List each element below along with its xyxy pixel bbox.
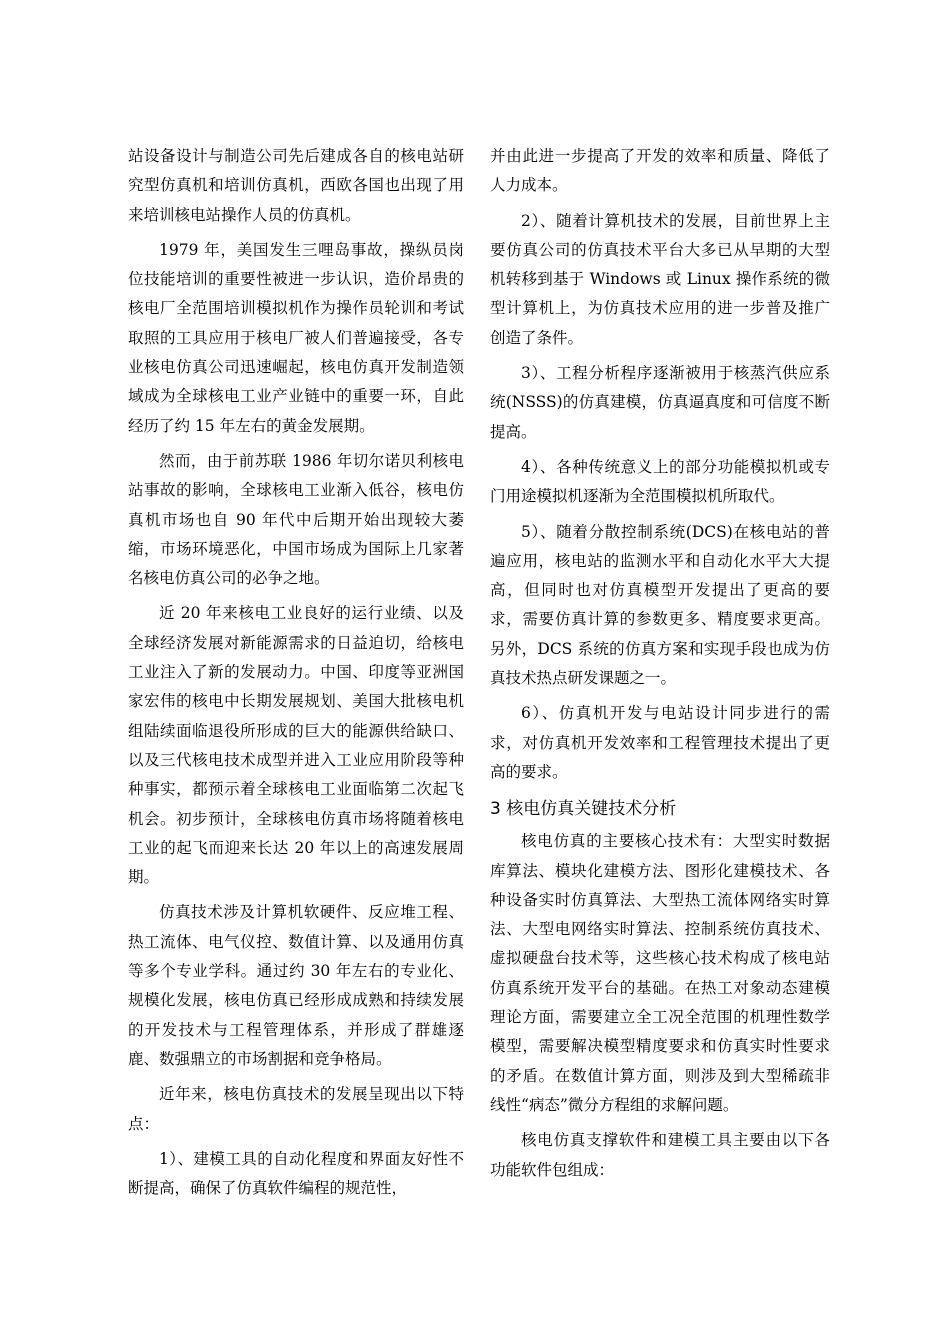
paragraph: 核电仿真支撑软件和建模工具主要由以下各功能软件包组成： <box>490 1131 830 1179</box>
section-heading: 3 核电仿真关键技术分析 <box>490 799 677 820</box>
paragraph-continuation: 站设备设计与制造公司先后建成各自的核电站研究型仿真机和培训仿真机，西欧各国也出现了用来培训核电站操作人员的仿真机。 <box>128 147 464 224</box>
list-item: 1）、建模工具的自动化程度和界面友好性不断提高，确保了仿真软件编程的规范性， <box>128 1149 464 1198</box>
paragraph: 近 20 年来核电工业良好的运行业绩、以及全球经济发展对新能源需求的日益迫切，给核电工业注入了新的发展动力。中国、印度等亚洲国家宏伟的核电中长期发展规划、美国大批核电机组陆续面临退役所形成的巨大的能源供给缺口、以及三代核电技术成型并进入工业应用阶段等种种事实，都预示着全球核电工业面临第二次起飞机会。初步预计，全球核电仿真市场将随着核电工业的起飞而迎来长达 20 年以上的高速发展周期。 <box>128 604 464 887</box>
list-item: 2）、随着计算机技术的发展，目前世界上主要仿真公司的仿真技术平台大多已从早期的大型机转移到基于 Windows 或 Linux 操作系统的微型计算机上，为仿真技术应用的进一步普及推广创造了条件。 <box>490 211 830 347</box>
left-column <box>128 142 464 1209</box>
paragraph-continuation: 并由此进一步提高了开发的效率和质量、降低了人力成本。 <box>490 147 830 195</box>
paragraph: 1979 年，美国发生三哩岛事故，操纵员岗位技能培训的重要性被进一步认识，造价昂贵的核电厂全范围培训模拟机作为操作员轮训和考试取照的工具应用于核电厂被人们普遍接受，各专业核电仿真公司迅速崛起，核电仿真开发制造领域成为全球核电工业产业链中的重要一环，自此经历了约 15 年左右的黄金发展期。 <box>128 240 464 435</box>
paragraph: 核电仿真的主要核心技术有：大型实时数据库算法、模块化建模方法、图形化建模技术、各种设备实时仿真算法、大型热工流体网络实时算法、大型电网络实时算法、控制系统仿真技术、虚拟硬盘台技术等，这些核心技术构成了核电站仿真系统开发平台的基础。在热工对象动态建模理论方面，需要建立全工况全范围的机理性数学模型，需要解决模型精度要求和仿真实时性要求的矛盾。在数值计算方面，则涉及到大型稀疏非线性“病态”微分方程组的求解问题。 <box>490 832 830 1114</box>
paragraph: 仿真技术涉及计算机软硬件、反应堆工程、热工流体、电气仪控、数值计算、以及通用仿真等多个专业学科。通过约 30 年左右的专业化、规模化发展，核电仿真已经形成成熟和持续发展的开发技术与工程管理体系，并形成了群雄逐鹿、数强鼎立的市场割据和竞争格局。 <box>128 903 464 1068</box>
right-column <box>490 142 830 1191</box>
list-item: 6）、仿真机开发与电站设计同步进行的需求，对仿真机开发效率和工程管理技术提出了更高的要求。 <box>490 704 830 781</box>
paragraph: 近年来，核电仿真技术的发展呈现出以下特点： <box>128 1085 464 1133</box>
paragraph: 然而，由于前苏联 1986 年切尔诺贝利核电站事故的影响，全球核电工业渐入低谷，核电仿真机市场也自 90 年代中后期开始出现较大萎缩，市场环境恶化，中国市场成为国际上几家著名核电仿真公司的必争之地。 <box>128 451 464 588</box>
list-item: 4）、各种传统意义上的部分功能模拟机或专门用途模拟机逐渐为全范围模拟机所取代。 <box>490 457 830 506</box>
list-item: 3）、工程分析程序逐渐被用于核蒸汽供应系统(NSSS)的仿真建模，仿真逼真度和可信度不断提高。 <box>490 364 830 441</box>
list-item: 5）、随着分散控制系统(DCS)在核电站的普遍应用，核电站的监测水平和自动化水平大大提高，但同时也对仿真模型开发提出了更高的要求，需要仿真计算的参数更多、精度要求更高。另外，DCS 系统的仿真方案和实现手段也成为仿真技术热点研发课题之一。 <box>490 522 830 688</box>
